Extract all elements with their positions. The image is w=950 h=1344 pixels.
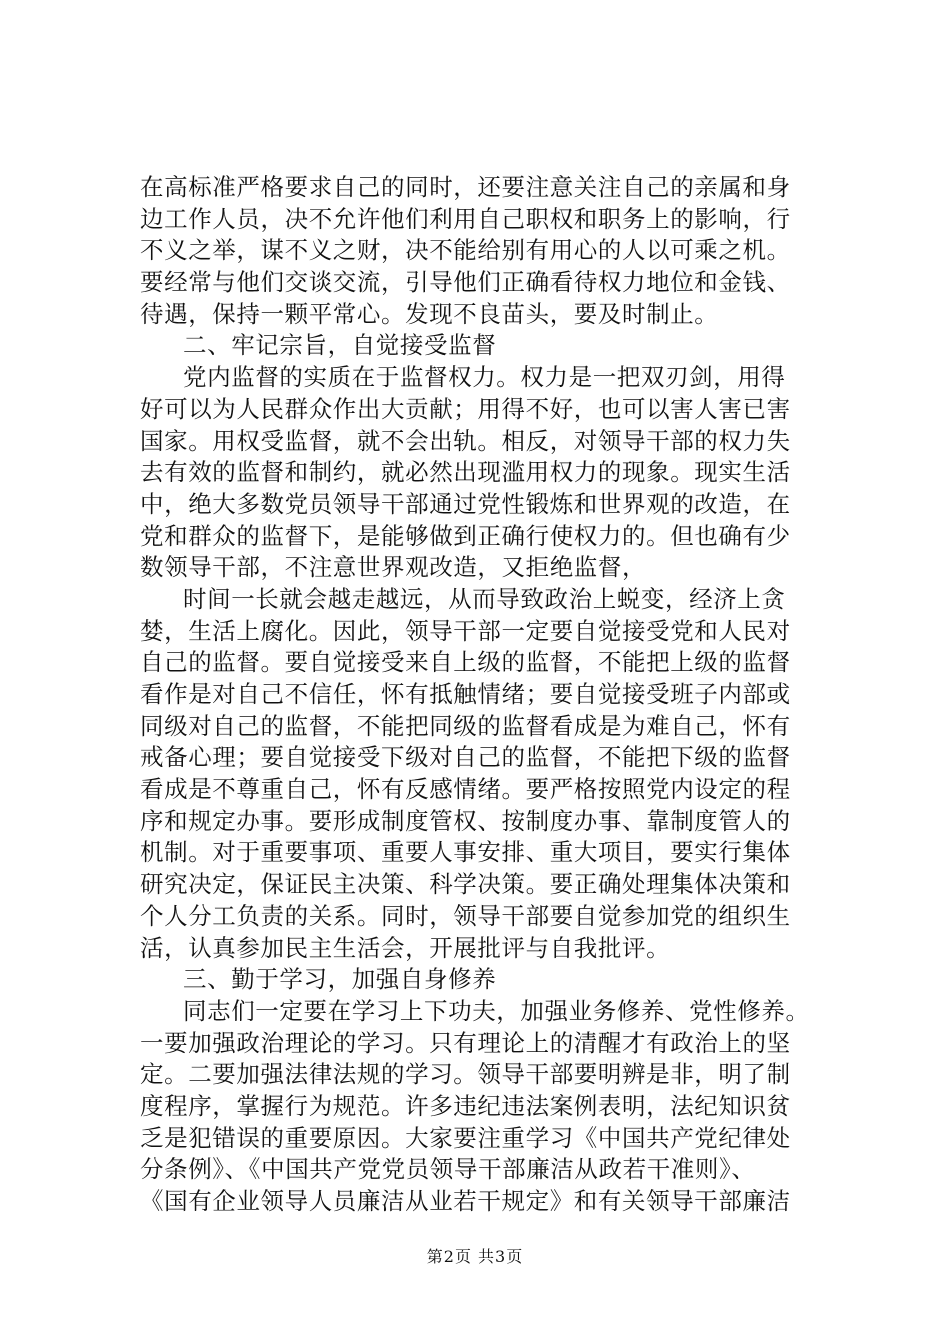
text-line: 同级对自己的监督，不能把同级的监督看成是为难自己，怀有 (140, 711, 791, 740)
text-line: 要经常与他们交谈交流，引导他们正确看待权力地位和金钱、 (140, 268, 791, 297)
text-line: 个人分工负责的关系。同时，领导干部要自觉参加党的组织生 (140, 901, 791, 930)
text-line: 边工作人员，决不允许他们利用自己职权和职务上的影响，行 (140, 204, 791, 233)
text-line: 同志们一定要在学习上下功夫，加强业务修养、党性修养。 (183, 996, 810, 1025)
text-line: 好可以为人民群众作出大贡献；用得不好，也可以害人害已害 (140, 394, 791, 423)
text-line: 党内监督的实质在于监督权力。权力是一把双刃剑，用得 (183, 363, 786, 392)
text-line: 戒备心理；要自觉接受下级对自己的监督，不能把下级的监督 (140, 743, 791, 772)
document-body (140, 172, 840, 1218)
section-heading: 三、勤于学习，加强自身修养 (183, 965, 497, 994)
page-footer: 第2页 共3页 (426, 1247, 524, 1266)
text-line: 婪，生活上腐化。因此，领导干部一定要自觉接受党和人民对 (140, 616, 791, 645)
text-line: 数领导干部，不注意世界观改造，又拒绝监督， (140, 553, 647, 582)
text-line: 待遇，保持一颗平常心。发现不良苗头，要及时制止。 (140, 299, 719, 328)
text-line: 活，认真参加民主生活会，开展批评与自我批评。 (140, 933, 671, 962)
text-line: 自己的监督。要自觉接受来自上级的监督，不能把上级的监督 (140, 648, 791, 677)
text-line: 不义之举，谋不义之财，决不能给别有用心的人以可乘之机。 (140, 236, 791, 265)
text-line: 党和群众的监督下，是能够做到正确行使权力的。但也确有少 (140, 521, 791, 550)
text-line: 序和规定办事。要形成制度管权、按制度办事、靠制度管人的 (140, 806, 791, 835)
text-line: 乏是犯错误的重要原因。大家要注重学习《中国共产党纪律处 (140, 1123, 791, 1152)
text-line: 机制。对于重要事项、重要人事安排、重大项目，要实行集体 (140, 838, 791, 867)
text-line: 定。二要加强法律法规的学习。领导干部要明辨是非，明了制 (140, 1060, 791, 1089)
text-line: 研究决定，保证民主决策、科学决策。要正确处理集体决策和 (140, 870, 791, 899)
text-line: 时间一长就会越走越远，从而导致政治上蜕变，经济上贪 (183, 584, 786, 613)
text-line: 分条例》、《中国共产党党员领导干部廉洁从政若干准则》、 (140, 1155, 756, 1184)
text-line: 国家。用权受监督，就不会出轨。相反，对领导干部的权力失 (140, 426, 791, 455)
text-line: 《国有企业领导人员廉洁从业若干规定》和有关领导干部廉洁 (140, 1187, 791, 1215)
section-heading: 二、牢记宗旨，自觉接受监督 (183, 331, 497, 360)
text-line: 一要加强政治理论的学习。只有理论上的清醒才有政治上的坚 (140, 1028, 791, 1057)
text-line: 看成是不尊重自己，怀有反感情绪。要严格按照党内设定的程 (140, 775, 791, 804)
text-line: 在高标准严格要求自己的同时，还要注意关注自己的亲属和身 (140, 173, 791, 201)
text-line: 度程序，掌握行为规范。许多违纪违法案例表明，法纪知识贫 (140, 1091, 791, 1120)
text-line: 看作是对自己不信任，怀有抵触情绪；要自觉接受班子内部或 (140, 680, 791, 708)
text-line: 中，绝大多数党员领导干部通过党性锻炼和世界观的改造，在 (140, 489, 791, 518)
text-line: 去有效的监督和制约，就必然出现滥用权力的现象。现实生活 (140, 458, 791, 487)
